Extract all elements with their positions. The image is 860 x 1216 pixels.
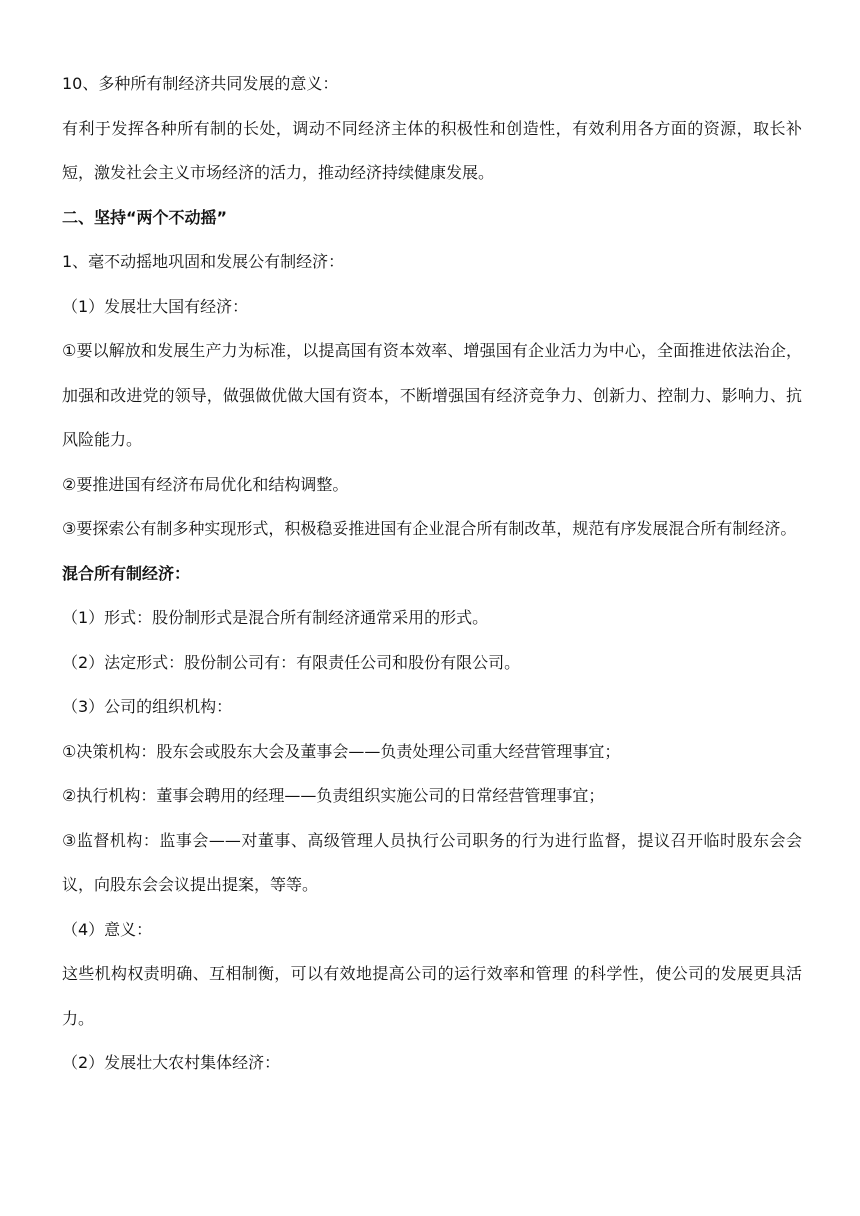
mixed-legal-form: （2）法定形式：股份制公司有：有限责任公司和股份有限公司。 [62, 652, 521, 672]
paragraph-significance: 有利于发挥各种所有制的长处，调动不同经济主体的积极性和创造性，有效利用各方面的资源，取长补短，激发社会主义市场经济的活力，推动经济持续健康发展。 [62, 118, 802, 182]
document-page [62, 62, 802, 1086]
sub-item-state-economy: （1）发展壮大国有经济： [62, 296, 249, 316]
org-supervisory-body: ③监督机构：监事会——对董事、高级管理人员执行公司职务的行为进行监督，提议召开临时股东会会议，向股东会会议提出提案，等等。 [62, 830, 802, 894]
mixed-form: （1）形式：股份制形式是混合所有制经济通常采用的形式。 [62, 608, 489, 627]
section-title-two: 二、坚持“两个不动摇” [62, 207, 228, 227]
point-state-economy-2: ②要推进国有经济布局优化和结构调整。 [62, 474, 349, 494]
point-state-economy-1: ①要以解放和发展生产力为标准，以提高国有资本效率、增强国有企业活力为中心，全面推进依法治企，加强和改进党的领导，做强做优做大国有资本，不断增强国有经济竞争力、创新力、控制力、影响力、抗风险能力。 [62, 341, 802, 449]
point-state-economy-3: ③要探索公有制多种实现形式，积极稳妥推进国有企业混合所有制改革，规范有序发展混合所有制经济。 [62, 519, 797, 538]
mixed-ownership-title: 混合所有制经济： [62, 563, 191, 583]
mixed-significance-text: 这些机构权责明确、互相制衡，可以有效地提高公司的运行效率和管理 的科学性，使公司的发展更具活力。 [62, 964, 802, 1028]
mixed-org-structure: （3）公司的组织机构： [62, 697, 233, 716]
item-public-economy: 1、毫不动摇地巩固和发展公有制经济： [62, 252, 345, 271]
sub-item-rural-collective: （2）发展壮大农村集体经济： [62, 1053, 281, 1072]
org-decision-body: ①决策机构：股东会或股东大会及董事会——负责处理公司重大经营管理事宜； [62, 741, 621, 761]
section-heading-10: 10、多种所有制经济共同发展的意义： [62, 74, 339, 93]
mixed-significance-label: （4）意义： [62, 919, 153, 939]
org-executive-body: ②执行机构：董事会聘用的经理——负责组织实施公司的日常经营管理事宜； [62, 786, 605, 805]
